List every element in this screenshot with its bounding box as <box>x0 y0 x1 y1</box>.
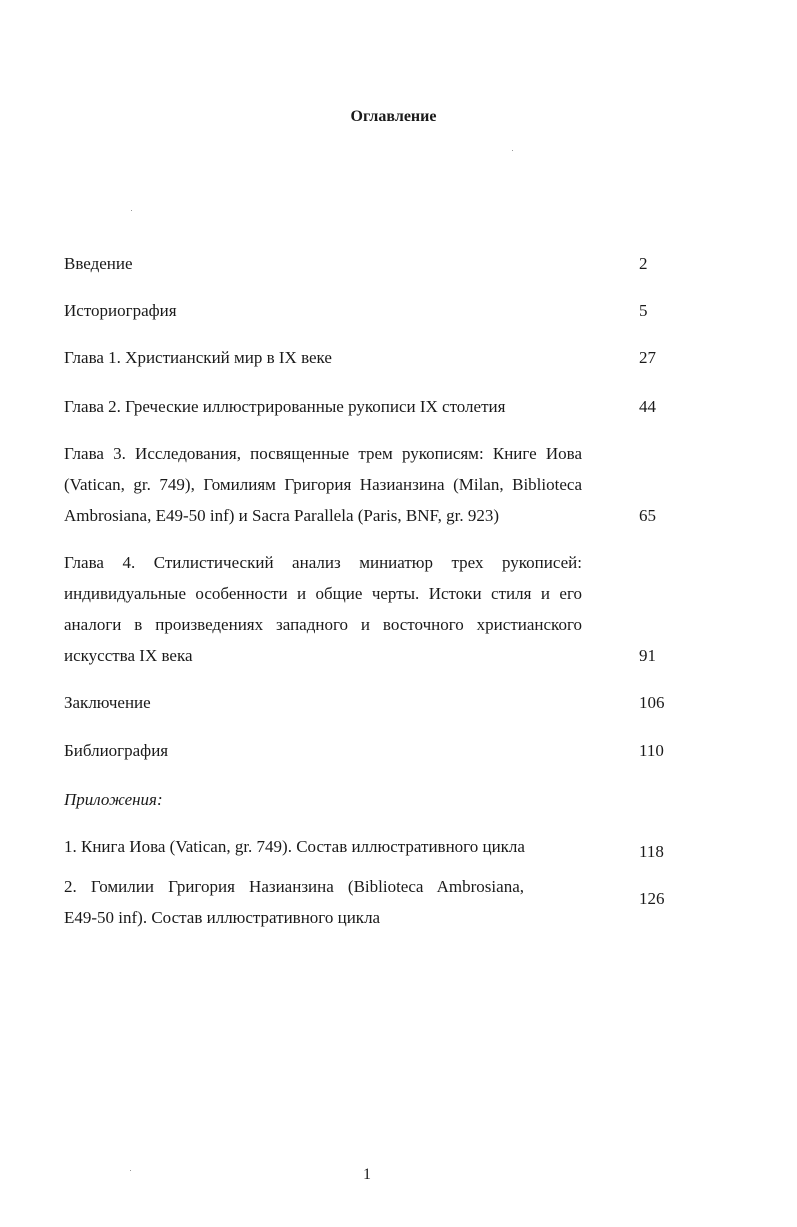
toc-entry-line: E49-50 inf). Состав иллюстративного цикла <box>64 908 381 927</box>
toc-entry-line: искусства IX века <box>64 646 193 665</box>
page-title: Оглавление <box>350 108 437 125</box>
toc-appendix-2[interactable] <box>64 871 524 933</box>
toc-page-number: 106 <box>639 693 665 712</box>
toc-page-number: 91 <box>639 646 656 665</box>
toc-entry-introduction[interactable] <box>64 248 582 279</box>
toc-entry-line: Глава 4. Стилистический анализ миниатюр трех рукописей: <box>64 553 582 572</box>
toc-page-number: 2 <box>639 254 648 273</box>
toc-entry-chapter-1[interactable] <box>64 342 582 373</box>
toc-entry-line: аналоги в произведениях западного и восточного христианского <box>64 615 582 634</box>
scan-speck <box>512 150 513 151</box>
toc-entry-line: индивидуальные особенности и общие черты. Истоки стиля и его <box>64 584 582 603</box>
toc-entry-chapter-3[interactable] <box>64 438 582 531</box>
toc-page-number: 44 <box>639 397 656 416</box>
toc-entry-text: 1. Книга Иова (Vatican, gr. 749). Состав иллюстративного цикла <box>64 837 525 856</box>
toc-entry-text: Библиография <box>64 741 169 760</box>
toc-page-number: 118 <box>639 842 664 861</box>
toc-entry-text: Заключение <box>64 693 151 712</box>
appendix-heading: Приложения: <box>64 790 163 809</box>
toc-entry-text: Историография <box>64 301 177 320</box>
toc-page-number: 65 <box>639 506 656 525</box>
toc-entry-line: Ambrosiana, E49-50 inf) и Sacra Parallela (Paris, BNF, gr. 923) <box>64 506 500 525</box>
scan-speck <box>130 1170 131 1171</box>
toc-entry-text: Введение <box>64 254 133 273</box>
toc-entry-text: Глава 1. Христианский мир в IX веке <box>64 348 332 367</box>
toc-entry-historiography[interactable] <box>64 295 582 326</box>
toc-entry-line: 2. Гомилии Григория Назианзина (Biblioteca Ambrosiana, <box>64 877 524 896</box>
toc-entry-chapter-2[interactable] <box>64 391 582 422</box>
toc-entry-line: Глава 3. Исследования, посвященные трем рукописям: Книге Иова <box>64 444 582 463</box>
toc-page-number: 126 <box>639 889 665 908</box>
toc-page-number: 110 <box>639 741 664 760</box>
scan-speck <box>131 210 132 211</box>
footer-page-number: 1 <box>363 1166 371 1183</box>
toc-entry-bibliography[interactable] <box>64 735 582 766</box>
toc-page-number: 27 <box>639 348 656 367</box>
toc-appendix-1[interactable] <box>64 831 582 862</box>
toc-entry-line: (Vatican, gr. 749), Гомилиям Григория Назианзина (Milan, Biblioteca <box>64 475 582 494</box>
toc-entry-chapter-4[interactable] <box>64 547 582 671</box>
toc-entry-conclusion[interactable] <box>64 687 582 718</box>
toc-entry-text: Глава 2. Греческие иллюстрированные рукописи IX столетия <box>64 397 506 416</box>
toc-page-number: 5 <box>639 301 648 320</box>
